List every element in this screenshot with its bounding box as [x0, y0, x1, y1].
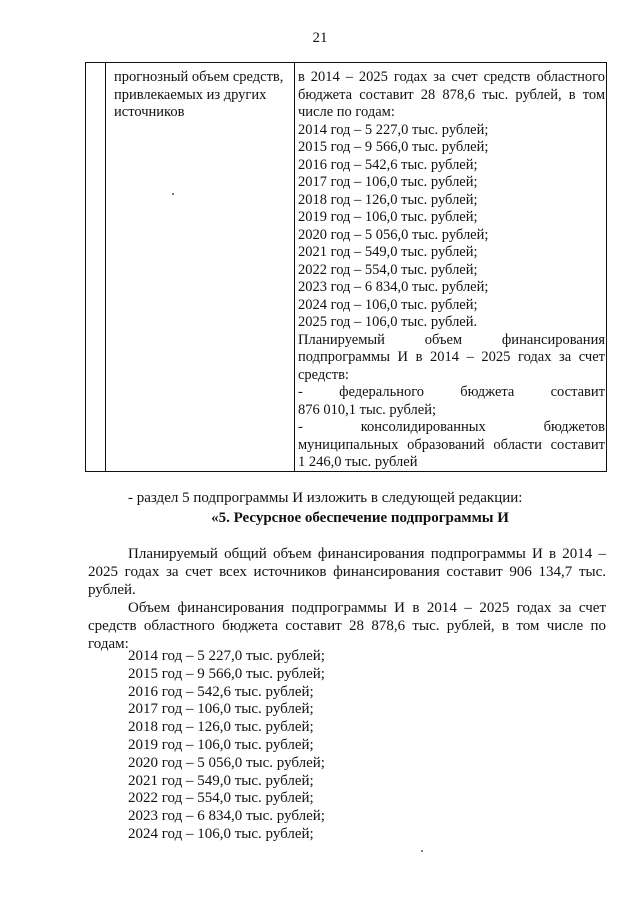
text-line: - консолидированных бюджетов: [298, 419, 605, 435]
text-line: в 2014 – 2025 годах за счет средств областного: [298, 69, 605, 85]
text-line: 876 010,1 тыс. рублей;: [298, 401, 436, 418]
table-divider: [294, 63, 295, 471]
text-line: муниципальных образований области составит: [298, 436, 605, 453]
table-cell-content: [298, 69, 605, 472]
year-item: 2019 год – 106,0 тыс. рублей;: [298, 209, 478, 225]
year-item: 2018 год – 126,0 тыс. рублей;: [128, 719, 314, 736]
year-item: 2015 год – 9 566,0 тыс. рублей;: [298, 139, 489, 155]
year-item: 2022 год – 554,0 тыс. рублей;: [298, 261, 478, 278]
year-item: 2025 год – 106,0 тыс. рублей.: [298, 314, 478, 330]
year-item: 2014 год – 5 227,0 тыс. рублей;: [298, 121, 489, 138]
paragraph: Планируемый общий объем финансирования подпрограммы И в 2014 – 2025 годах за счет всех источников финансирования составит 906 134,7 тыс. рублей.: [88, 546, 606, 598]
text-line: средств:: [298, 366, 349, 383]
text-line: Планируемый объем финансирования: [298, 331, 605, 348]
year-item: 2024 год – 106,0 тыс. рублей;: [128, 825, 314, 842]
text-line: бюджета составит 28 878,6 тыс. рублей, в том: [298, 86, 605, 103]
year-list: [128, 648, 325, 844]
year-item: 2016 год – 542,6 тыс. рублей;: [298, 156, 478, 173]
year-item: 2019 год – 106,0 тыс. рублей;: [128, 736, 314, 753]
paragraph: Объем финансирования подпрограммы И в 2014 – 2025 годах за счет средств областного бюджета составит 28 878,6 тыс. рублей, в том числе по годам:: [88, 600, 606, 652]
year-item: 2021 год – 549,0 тыс. рублей;: [298, 244, 478, 260]
text-line: - федерального бюджета составит: [298, 384, 605, 400]
year-item: 2014 год – 5 227,0 тыс. рублей;: [128, 648, 325, 664]
intro-line: - раздел 5 подпрограммы И изложить в следующей редакции:: [128, 490, 523, 506]
text-line: подпрограммы И в 2014 – 2025 годах за счет: [298, 349, 605, 365]
year-item: 2015 год – 9 566,0 тыс. рублей;: [128, 665, 325, 682]
year-item: 2023 год – 6 834,0 тыс. рублей;: [298, 279, 489, 295]
financing-table: [85, 62, 607, 472]
year-item: 2021 год – 549,0 тыс. рублей;: [128, 772, 314, 789]
year-item: 2018 год – 126,0 тыс. рублей;: [298, 191, 478, 208]
year-item: 2023 год – 6 834,0 тыс. рублей;: [128, 808, 325, 825]
year-item: 2016 год – 542,6 тыс. рублей;: [128, 683, 314, 700]
scan-speck: [421, 850, 423, 852]
page-number: 21: [312, 30, 328, 46]
table-cell-label: прогнозный объем средств, привлекаемых из других источников: [114, 69, 284, 120]
section-title: «5. Ресурсное обеспечение подпрограммы И: [211, 510, 509, 526]
year-item: 2024 год – 106,0 тыс. рублей;: [298, 296, 478, 313]
text-line: числе по годам:: [298, 104, 395, 120]
year-item: 2017 год – 106,0 тыс. рублей;: [298, 174, 478, 190]
table-divider: [105, 63, 106, 471]
text-line: 1 246,0 тыс. рублей: [298, 454, 418, 470]
year-item: 2022 год – 554,0 тыс. рублей;: [128, 790, 314, 807]
year-item: 2020 год – 5 056,0 тыс. рублей;: [298, 226, 489, 243]
scan-speck: [172, 193, 174, 195]
year-item: 2017 год – 106,0 тыс. рублей;: [128, 701, 314, 718]
year-item: 2020 год – 5 056,0 тыс. рублей;: [128, 754, 325, 771]
